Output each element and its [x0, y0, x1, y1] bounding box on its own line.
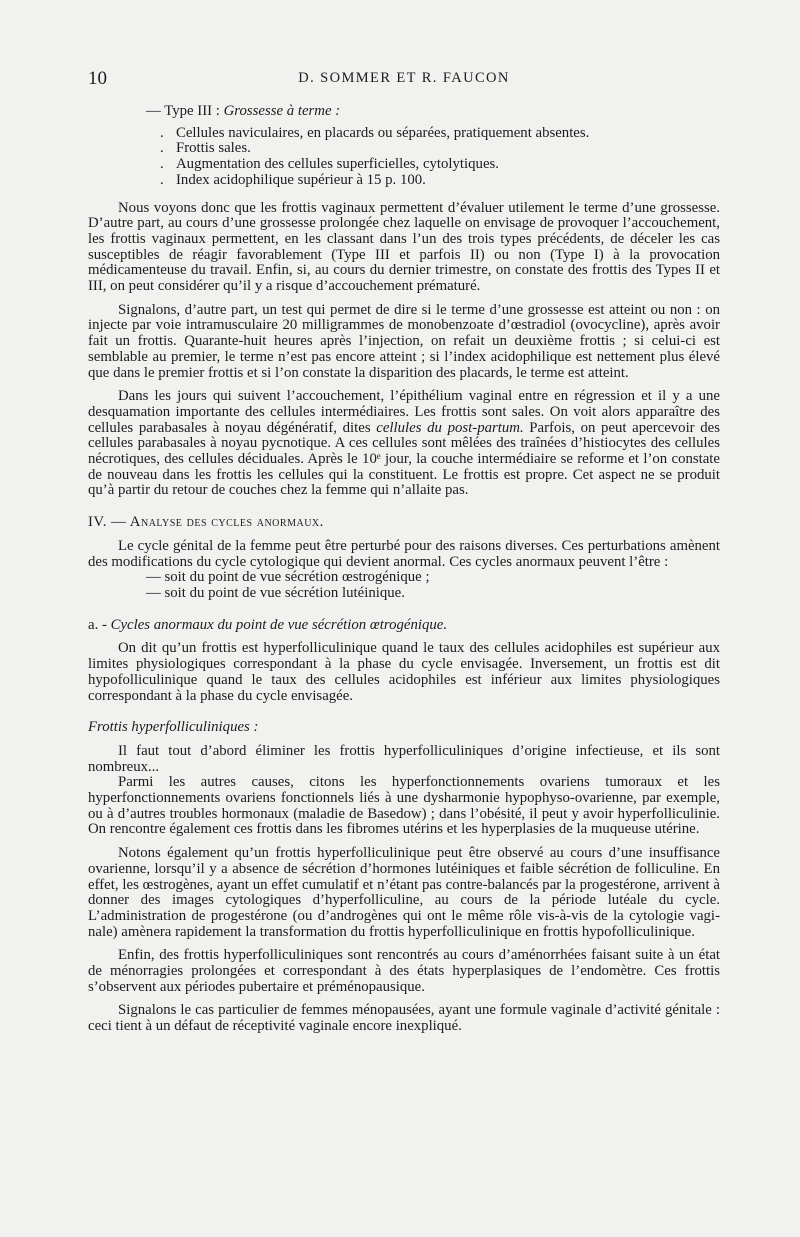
list-item: . Index acidophilique supérieur à 15 p. 100. [176, 173, 720, 189]
type-iii-list [88, 126, 720, 189]
list-item: . Frottis sales. [176, 141, 720, 157]
paragraph-text: Parfois, on peut apercevoir des cellules parabasales à noyau pycnotique. A ces cellules sont mêlées des traînées d’histiocytes des cellules nécrotiques, des cellules déciduales. Après le 10ᵉ jour, la couche intermédiaire se reforme et l’on constate de nouveau dans les frottis les cellules qui la constituent. Le frottis est propre. Cet aspect ne se produit qu’à partir du retour de couches chez la femme qui n’allaite pas. [88, 419, 720, 499]
paragraph: Il faut tout d’abord éliminer les frottis hyperfolliculiniques d’origine infectieuse, et ils sont nombreux... [88, 742, 720, 775]
page-body [88, 104, 720, 1035]
list-item: . Augmentation des cellules superficielles, cytolytiques. [176, 157, 720, 173]
paragraph: Enfin, des frottis hyperfolliculiniques sont rencontrés au cours d’aménorrhées faisant suite à un état de ménorragies prolongées et correspondant à des états hyperplasiques de l’endomètre. Ces frottis s’observent aux périodes pubertaire et préménopausique. [88, 947, 720, 995]
paragraph: Signalons le cas particulier de femmes ménopausées, ayant une formule vaginale d’activité génitale : ceci tient à un défaut de réceptivité vaginale encore inexpliqué. [88, 1002, 720, 1035]
subsection-heading-frottis: Frottis hyperfolliculiniques : [88, 719, 259, 736]
list-item: . Cellules naviculaires, en placards ou séparées, pratiquement absentes. [176, 126, 720, 142]
paragraph [88, 389, 720, 499]
type-iii-title: Grossesse à terme : [223, 103, 341, 119]
section-heading: IV. — Analyse des cycles anormaux. [88, 514, 324, 531]
paragraph: Signalons, d’autre part, un test qui permet de dire si le terme d’une grossesse est atteint ou non : on injecte par voie intramusculaire 20 milligrammes de monobenzoate d’œstradiol (ovocycline), après avoir fait un frottis. Quarante-huit heures après l’injection, on refait un deuxième frottis ; si celui-ci est semblable au premier, le terme n’est pas encore atteint ; si l’index acidophilique est nettement plus élevé que dans le premier frottis et si l’on constate la disparition des placards, le terme est atteint. [88, 301, 720, 381]
paragraph: Nous voyons donc que les frottis vaginaux permettent d’évaluer utilement le terme d’une grossesse. D’autre part, au cours d’une grossesse prolongée chez laquelle on envisage de provoquer l’accouchement, les frottis vaginaux permettent, en les classant dans l’un des trois types précédents, de déceler les cas susceptibles de réagir favorablement (Type III et parfois II) ou non (Type I) à la provocation médicamenteuse du travail. Enfin, si, au cours du dernier trimestre, on constate des frottis des Types II et III, on peut considérer qu’il y a risque d’accouchement prématuré. [88, 199, 720, 295]
page-number: 10 [88, 68, 107, 89]
dash-item: — soit du point de vue sécrétion œstrogénique ; [146, 569, 430, 586]
paragraph: Parmi les autres causes, citons les hyperfonctionnements ovariens tumoraux et les hyperfonctionnements ovariens fonctionnels liés à une dysharmonie hypophyso-ovarienne, par exemple, ou à d’autres troubles hormonaux (maladie de Basedow) ; dans l’obésité, il peut y avoir hyperfolliculinie. On rencontre également ces frottis dans les fibromes utérins et les hyperplasies de la muqueuse utérine. [88, 774, 720, 838]
dash-item: — soit du point de vue sécrétion lutéinique. [146, 584, 405, 601]
subsection-heading [88, 618, 720, 634]
paragraph-text: Dans les jours qui suivent l’accouchement, l’épithélium vaginal entre en régression et il y a une desquamation importante des cellules intermédiaires. Les frottis sont sales. On voit alors apparaître des cellules parabasales à noyau dégénératif, dites [88, 388, 720, 436]
subsection-prefix: a. - [88, 616, 111, 633]
subsection-title: Cycles anormaux du point de vue sécrétion œtrogénique. [110, 616, 448, 633]
paragraph: On dit qu’un frottis est hyperfolliculinique quand le taux des cellules acidophiles est supérieur aux limites physiologiques correspondant à la phase du cycle envisagée. Inversement, un frottis est dit hypofolliculinique quand le taux des cellules acidophiles est inférieur aux limites physiologiques correspondant à la phase du cycle envisagée. [88, 640, 720, 704]
type-iii-prefix: — Type III : [146, 103, 224, 119]
page-header [88, 68, 720, 92]
paragraph: Notons également qu’un frottis hyperfolliculinique peut être observé au cours d’une insuffisance ovarienne, lorsqu’il y a absence de sécrétion d’hormones lutéiniques et faible sécrétion de folliculine. En effet, les œstrogènes, ayant un effet cumulatif et n’étant pas contre-balancés par la progestérone, arrivent à donner des images cytologiques d’hyperfolliculine, au cours de la période lutéale du cycle. L’administration de progestérone (ou d’androgènes qui ont le même rôle vis-à-vis de la cytologie vaginale) amènera rapidement la transformation du frottis hyperfolliculinique en frottis hypofolliculinique. [88, 845, 720, 940]
italic-term: cellules du post-partum. [376, 419, 524, 436]
paragraph: Le cycle génital de la femme peut être perturbé pour des raisons diverses. Ces perturbations amènent des modifications du cycle cytologique qui devient anormal. Ces cycles anormaux peuvent l’être : [88, 537, 720, 570]
type-iii-heading [88, 104, 720, 120]
running-title: D. SOMMER ET R. FAUCON [298, 70, 510, 86]
